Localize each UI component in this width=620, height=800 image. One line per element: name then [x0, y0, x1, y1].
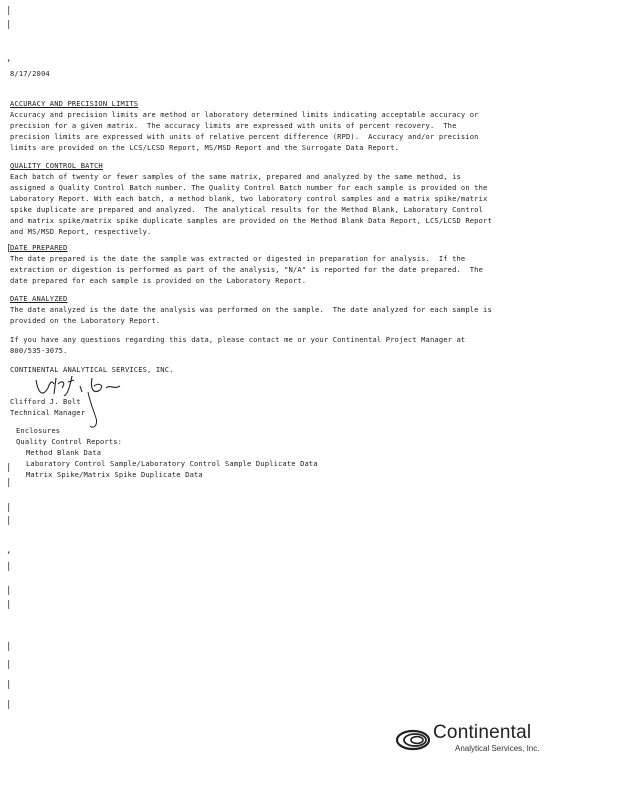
margin-mark: |: [6, 680, 12, 690]
section-heading-date-prepared: DATE PREPARED: [10, 243, 68, 252]
margin-mark: ,: [6, 54, 12, 64]
company-logo: [395, 722, 570, 762]
date-prepared-line: extraction or digestion is performed as part of the analysis, "N/A" is reported for the date prepared. The: [10, 265, 484, 274]
swirl-logo-icon: [395, 726, 435, 752]
accuracy-line: Accuracy and precision limits are method or laboratory determined limits indicating acceptable accuracy or: [10, 110, 479, 119]
signer-title: Technical Manager: [10, 408, 86, 417]
qc-batch-line: assigned a Quality Control Batch number. The Quality Control Batch number for each sample is provided on the: [10, 183, 488, 192]
date-analyzed-line: The date analyzed is the date the analysis was performed on the sample. The date analyzed for each sample is: [10, 305, 492, 314]
contact-line: 800/535-3075.: [10, 346, 68, 355]
margin-mark: [: [6, 244, 12, 254]
margin-mark: |: [6, 20, 12, 30]
accuracy-line: precision for a given matrix. The accuracy limits are expressed with units of percent recovery. The: [10, 121, 457, 130]
margin-mark: |: [6, 586, 12, 596]
accuracy-line: limits are provided on the LCS/LCSD Report, MS/MSD Report and the Surrogate Data Report.: [10, 143, 400, 152]
margin-mark: ,: [6, 546, 12, 556]
margin-mark: |: [6, 642, 12, 652]
enclosures-item: Quality Control Reports:: [16, 437, 123, 446]
document-date: 8/17/2004: [10, 69, 50, 78]
margin-mark: |: [6, 562, 12, 572]
accuracy-line: precision limits are expressed with units of relative percent difference (RPD). Accuracy and/or precision: [10, 132, 479, 141]
margin-mark: |: [6, 516, 12, 526]
contact-line: If you have any questions regarding this data, please contact me or your Continental Project Manager at: [10, 335, 466, 344]
enclosures-subitem: Method Blank Data: [26, 448, 102, 457]
margin-mark: |: [6, 478, 12, 488]
section-heading-accuracy: ACCURACY AND PRECISION LIMITS: [10, 99, 139, 108]
margin-mark: |: [6, 6, 12, 16]
enclosures-subitem: Laboratory Control Sample/Laboratory Control Sample Duplicate Data: [26, 459, 318, 468]
qc-batch-line: and matrix spike/matrix spike duplicate samples are provided on the Method Blank Data Report, LCS/LCSD Report: [10, 216, 492, 225]
qc-batch-line: Laboratory Report. With each batch, a method blank, two laboratory control samples and a matrix spike/matrix: [10, 194, 488, 203]
date-analyzed-line: provided on the Laboratory Report.: [10, 316, 161, 325]
margin-mark: |: [6, 503, 12, 513]
section-heading-date-analyzed: DATE ANALYZED: [10, 294, 68, 303]
date-prepared-line: date prepared for each sample is provided on the Laboratory Report.: [10, 276, 307, 285]
section-heading-qc-batch: QUALITY CONTROL BATCH: [10, 161, 103, 170]
signer-name: Clifford J. Bolt: [10, 397, 81, 406]
enclosures-heading: Enclosures: [16, 426, 61, 435]
logo-subtitle: Analytical Services, Inc.: [455, 744, 540, 753]
margin-mark: |: [6, 660, 12, 670]
date-prepared-line: The date prepared is the date the sample was extracted or digested in preparation for analysis. If the: [10, 254, 466, 263]
margin-mark: |: [6, 700, 12, 710]
enclosures-subitem: Matrix Spike/Matrix Spike Duplicate Data: [26, 470, 203, 479]
qc-batch-line: Each batch of twenty or fewer samples of the same matrix, prepared and analyzed by the same method, is: [10, 172, 461, 181]
margin-mark: |: [6, 600, 12, 610]
margin-mark: |: [6, 463, 12, 473]
logo-name: Continental: [433, 722, 532, 743]
company-name: CONTINENTAL ANALYTICAL SERVICES, INC.: [10, 365, 174, 374]
qc-batch-line: spike duplicate are prepared and analyzed. The analytical results for the Method Blank, Laboratory Control: [10, 205, 484, 214]
qc-batch-line: and MS/MSD Report, respectively.: [10, 227, 152, 236]
